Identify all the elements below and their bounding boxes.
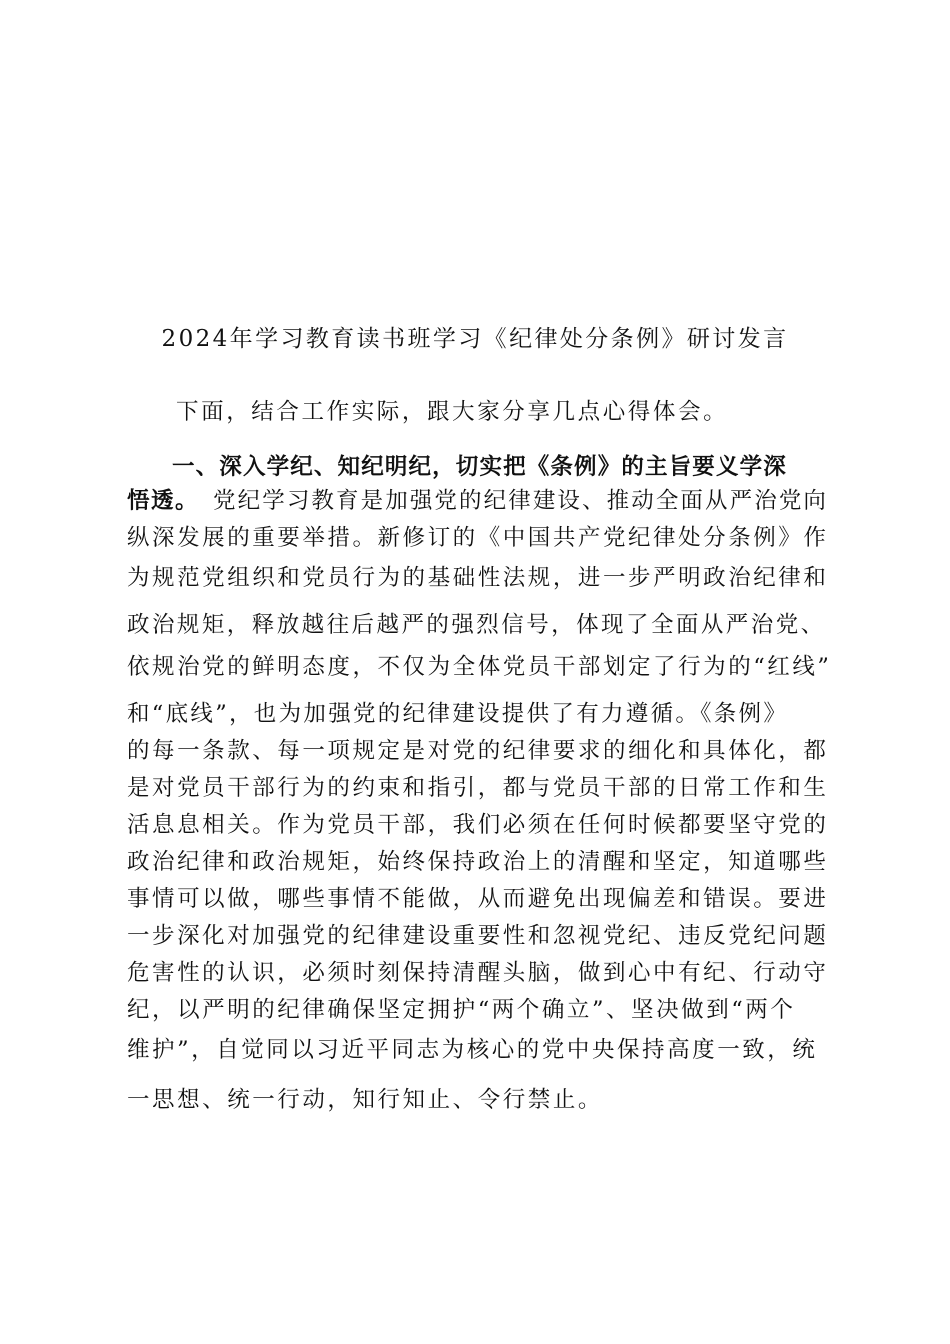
- body-line-15: 维护”，自觉同以习近平同志为核心的党中央保持高度一致，统: [127, 1037, 818, 1063]
- body-line-1: 党纪学习教育是加强党的纪律建设、推动全面从严治党向: [213, 488, 829, 514]
- body-line-3: 为规范党组织和党员行为的基础性法规，进一步严明政治纪律和: [127, 565, 829, 591]
- body-line-2: 纵深发展的重要举措。新修订的《中国共产党纪律处分条例》作: [127, 525, 829, 551]
- body-line-14: 纪，以严明的纪律确保坚定拥护“两个确立”、坚决做到“两个: [127, 997, 796, 1023]
- body-line-7: 的每一条款、每一项规定是对党的纪律要求的细化和具体化，都: [127, 738, 829, 764]
- section-heading-line-1: 一、深入学纪、知纪明纪，切实把《条例》的主旨要义学深: [172, 454, 787, 480]
- document-title: 2024年学习教育读书班学习《纪律处分条例》研讨发言: [161, 326, 789, 352]
- body-line-13: 危害性的认识，必须时刻保持清醒头脑，做到心中有纪、行动守: [127, 960, 829, 986]
- body-line-5: 依规治党的鲜明态度，不仅为全体党员干部划定了行为的“红线”: [127, 654, 832, 680]
- body-line-11: 事情可以做，哪些事情不能做，从而避免出现偏差和错误。要进: [127, 886, 829, 912]
- body-line-16: 一思想、统一行动，知行知止、令行禁止。: [127, 1087, 603, 1113]
- section-heading-line-2: 悟透。: [127, 488, 200, 514]
- body-line-10: 政治纪律和政治规矩，始终保持政治上的清醒和坚定，知道哪些: [127, 849, 829, 875]
- body-line-8: 是对党员干部行为的约束和指引，都与党员干部的日常工作和生: [127, 775, 829, 801]
- body-line-12: 一步深化对加强党的纪律建设重要性和忽视党纪、违反党纪问题: [127, 923, 829, 949]
- section-heading-paragraph-start: [127, 485, 828, 517]
- intro-paragraph: 下面，结合工作实际，跟大家分享几点心得体会。: [176, 399, 729, 425]
- body-line-9: 活息息相关。作为党员干部，我们必须在任何时候都要坚守党的: [127, 812, 829, 838]
- body-line-6: 和“底线”，也为加强党的纪律建设提供了有力遵循。《条例》: [127, 701, 789, 727]
- body-line-4: 政治规矩，释放越往后越严的强烈信号，体现了全面从严治党、: [127, 612, 826, 638]
